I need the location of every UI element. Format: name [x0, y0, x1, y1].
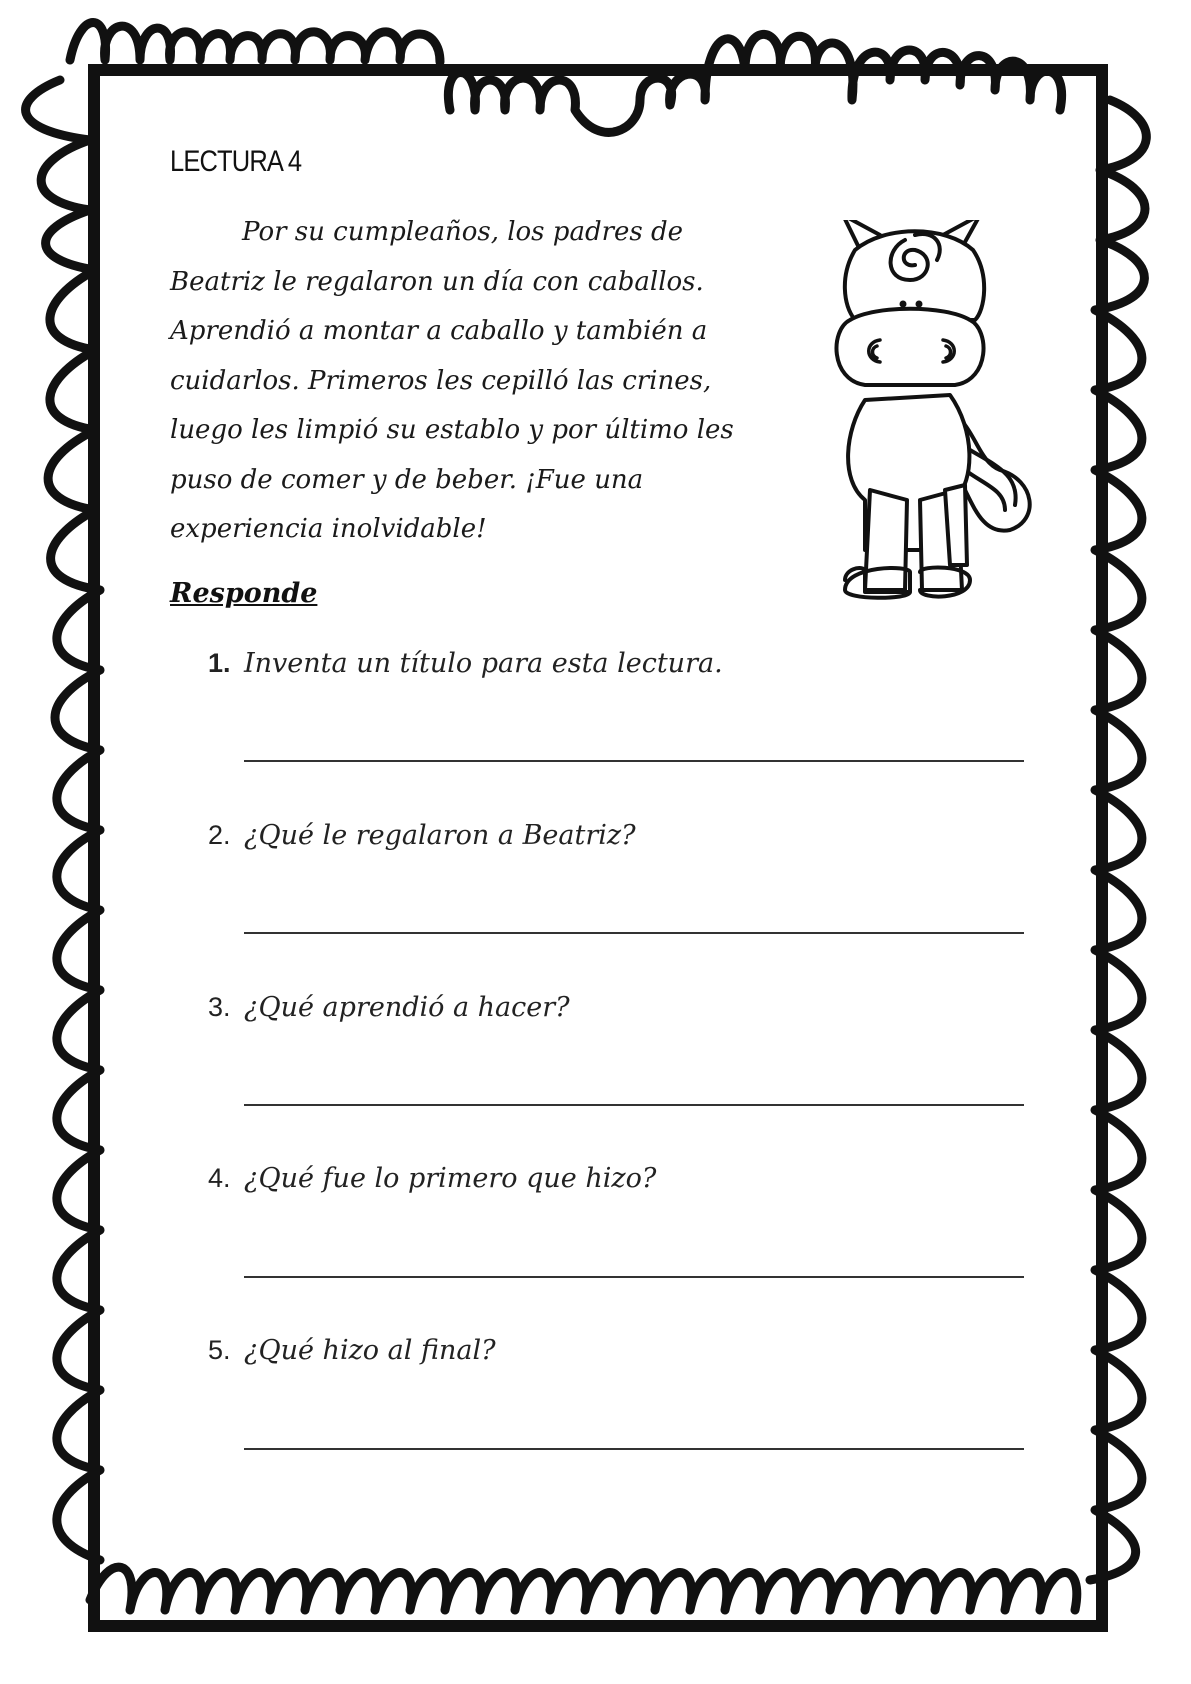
question-text: ¿Qué aprendió a hacer? [244, 992, 570, 1023]
answer-line-2[interactable] [244, 932, 1024, 934]
answer-line-4[interactable] [244, 1276, 1024, 1278]
answer-line-5[interactable] [244, 1448, 1024, 1450]
reading-line: luego les limpió su establo y por último les [170, 415, 734, 445]
question-5 [208, 1335, 496, 1366]
answer-line-1[interactable] [244, 760, 1024, 762]
question-number: 1. [208, 648, 231, 678]
question-4 [208, 1163, 656, 1194]
question-2 [208, 820, 636, 851]
answer-line-3[interactable] [244, 1104, 1024, 1106]
reading-passage [170, 208, 800, 555]
reading-line: puso de comer y de beber. ¡Fue una [170, 464, 644, 495]
horse-cartoon-icon [825, 220, 1045, 640]
responde-heading: Responde [170, 578, 318, 609]
reading-line: Beatriz le regalaron un día con caballos. [170, 266, 704, 297]
question-text: ¿Qué fue lo primero que hizo? [244, 1163, 657, 1194]
question-text: Inventa un título para esta lectura. [244, 648, 723, 679]
question-text: ¿Qué hizo al final? [244, 1335, 496, 1366]
question-number: 2. [208, 820, 231, 850]
question-number: 3. [208, 992, 231, 1022]
question-text: ¿Qué le regalaron a Beatriz? [244, 820, 636, 851]
reading-line: experiencia inolvidable! [170, 514, 487, 544]
reading-line: cuidarlos. Primeros les cepilló las crines, [170, 365, 712, 396]
question-1 [208, 648, 723, 679]
question-3 [208, 992, 570, 1023]
reading-line: Por su cumpleaños, los padres de [242, 217, 684, 247]
question-number: 4. [208, 1163, 231, 1193]
question-number: 5. [208, 1335, 231, 1365]
worksheet-title: LECTURA 4 [170, 145, 302, 178]
reading-line: Aprendió a montar a caballo y también a [170, 316, 708, 346]
